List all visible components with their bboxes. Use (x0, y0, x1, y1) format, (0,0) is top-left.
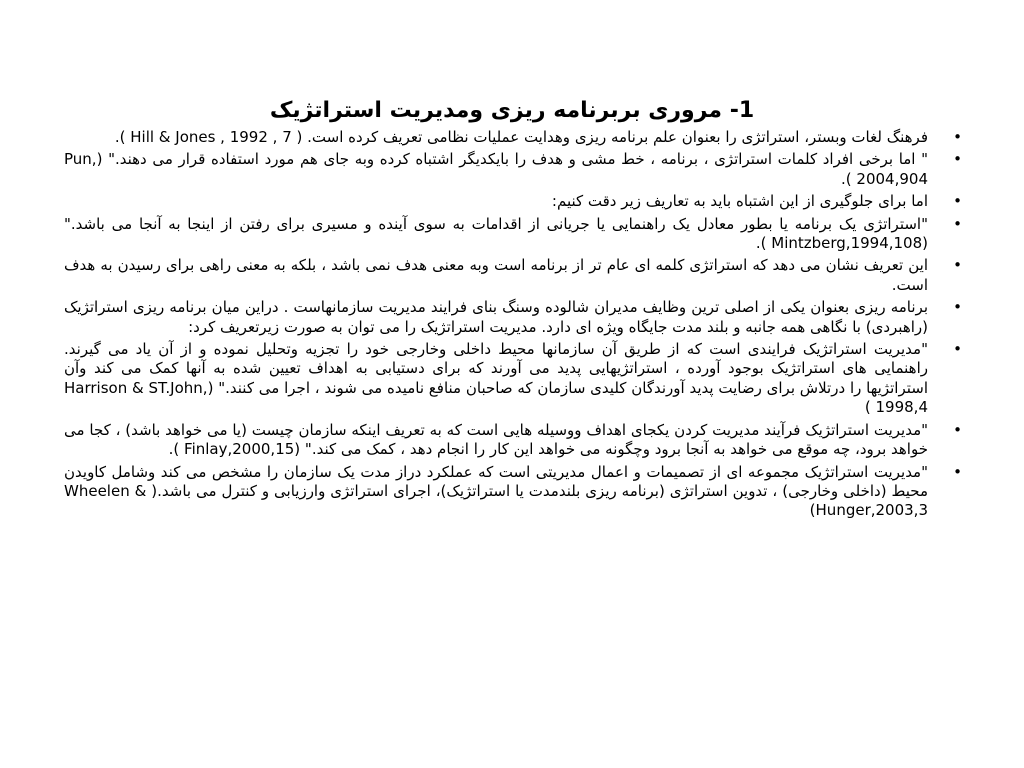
bullet-dot-icon: • (953, 462, 962, 481)
bullet-text: " اما برخی افراد کلمات استراتژی ، برنامه ، خط مشی و هدف را بایکدیگر اشتباه کرده وبه جای هم مورد استفاده قرار می دهند." (Pun, 2004,904 ). (64, 150, 928, 188)
bullet-item (64, 463, 964, 521)
bullet-text: این تعریف نشان می دهد که استراتژی کلمه ای عام تر از برنامه است وبه معنی هدف نمی باشد ، بلکه به معنی راهی برای رسیدن به هدف است. (64, 256, 928, 294)
bullet-list (64, 128, 964, 524)
bullet-item (64, 192, 964, 211)
bullet-item (64, 421, 964, 460)
bullet-dot-icon: • (953, 150, 962, 169)
bullet-dot-icon: • (953, 256, 962, 275)
bullet-item (64, 215, 964, 254)
bullet-text: اما برای جلوگیری از این اشتباه باید به تعاریف زیر دقت کنیم: (551, 192, 928, 211)
bullet-text: "مدیریت استراتژیک فرایندی است که از طریق آن سازمانها محیط داخلی وخارجی خود را تجزیه وتحلیل نموده و از آن یاد می گیرند. راهنمایی های استراتژیک بوجود آورده ، استراتژیهایی پدید می آورند که برای دستیابی به اهداف تعیین شده به آنها کمک می کند وآن استراتژیها را درتلاش برای رضایت پدید آورندگان کلیدی سازمان که صاحبان منافع نامیده می شوند ، اجرا می کنند." (Harrison & ST.John, 1998,4 ) (64, 340, 928, 417)
bullet-item (64, 256, 964, 295)
bullet-dot-icon: • (953, 420, 962, 439)
slide-title: 1- مروری بربرنامه ریزی ومدیریت استراتژیک (269, 97, 755, 123)
bullet-item (64, 128, 964, 147)
bullet-dot-icon: • (953, 128, 962, 146)
bullet-item (64, 150, 964, 189)
bullet-dot-icon: • (953, 192, 962, 211)
bullet-text: "مدیریت استراتژیک فرآیند مدیریت کردن یکجای اهداف ووسیله هایی است که به تعریف اینکه سازمان چیست (یا می خواهد باشد) ، کجا می خواهد برود، چه موقع می خواهد به آنجا برود وچگونه می خواهد این کار را انجام دهد ، کمک می کند." (Finlay,2000,15 ). (64, 420, 928, 459)
bullet-dot-icon: • (953, 298, 962, 317)
bullet-item (64, 298, 964, 337)
bullet-dot-icon: • (953, 214, 962, 233)
bullet-text: فرهنگ لغات وبستر، استراتژی را بعنوان علم برنامه ریزی وهدایت عملیات نظامی تعریف کرده است. ( Hill & Jones , 1992 , 7 ). (114, 128, 928, 146)
bullet-dot-icon: • (953, 340, 962, 359)
bullet-text: "مدیریت استراتژیک مجموعه ای از تصمیمات و اعمال مدیریتی است که عملکرد دراز مدت یک سازمان را مشخص می کند وشامل کاویدن محیط (داخلی وخارجی) ، تدوین استراتژی (برنامه ریزی بلندمدت یا استراتژیک)، اجرای استراتژی وارزیابی و کنترل می باشد.( Wheelen & Hunger,2003,3) (64, 462, 928, 520)
bullet-text: "استراتژی یک برنامه یا بطور معادل یک راهنمایی یا جریانی از اقدامات به سوی آینده و مسیری برای رفتن از اینجا به آنجا می باشد." (Mintzberg,1994,108 ). (64, 214, 928, 253)
bullet-text: برنامه ریزی بعنوان یکی از اصلی ترین وظایف مدیران شالوده وسنگ بنای فرایند مدیریت سازمانهاست . دراین میان برنامه ریزی استراتژیک (راهبردی) با نگاهی همه جانبه و بلند مدت جایگاه ویژه ای دارد. مدیریت استراتژیک را می توان به صورت زیرتعریف کرد: (64, 298, 928, 336)
bullet-item (64, 340, 964, 418)
